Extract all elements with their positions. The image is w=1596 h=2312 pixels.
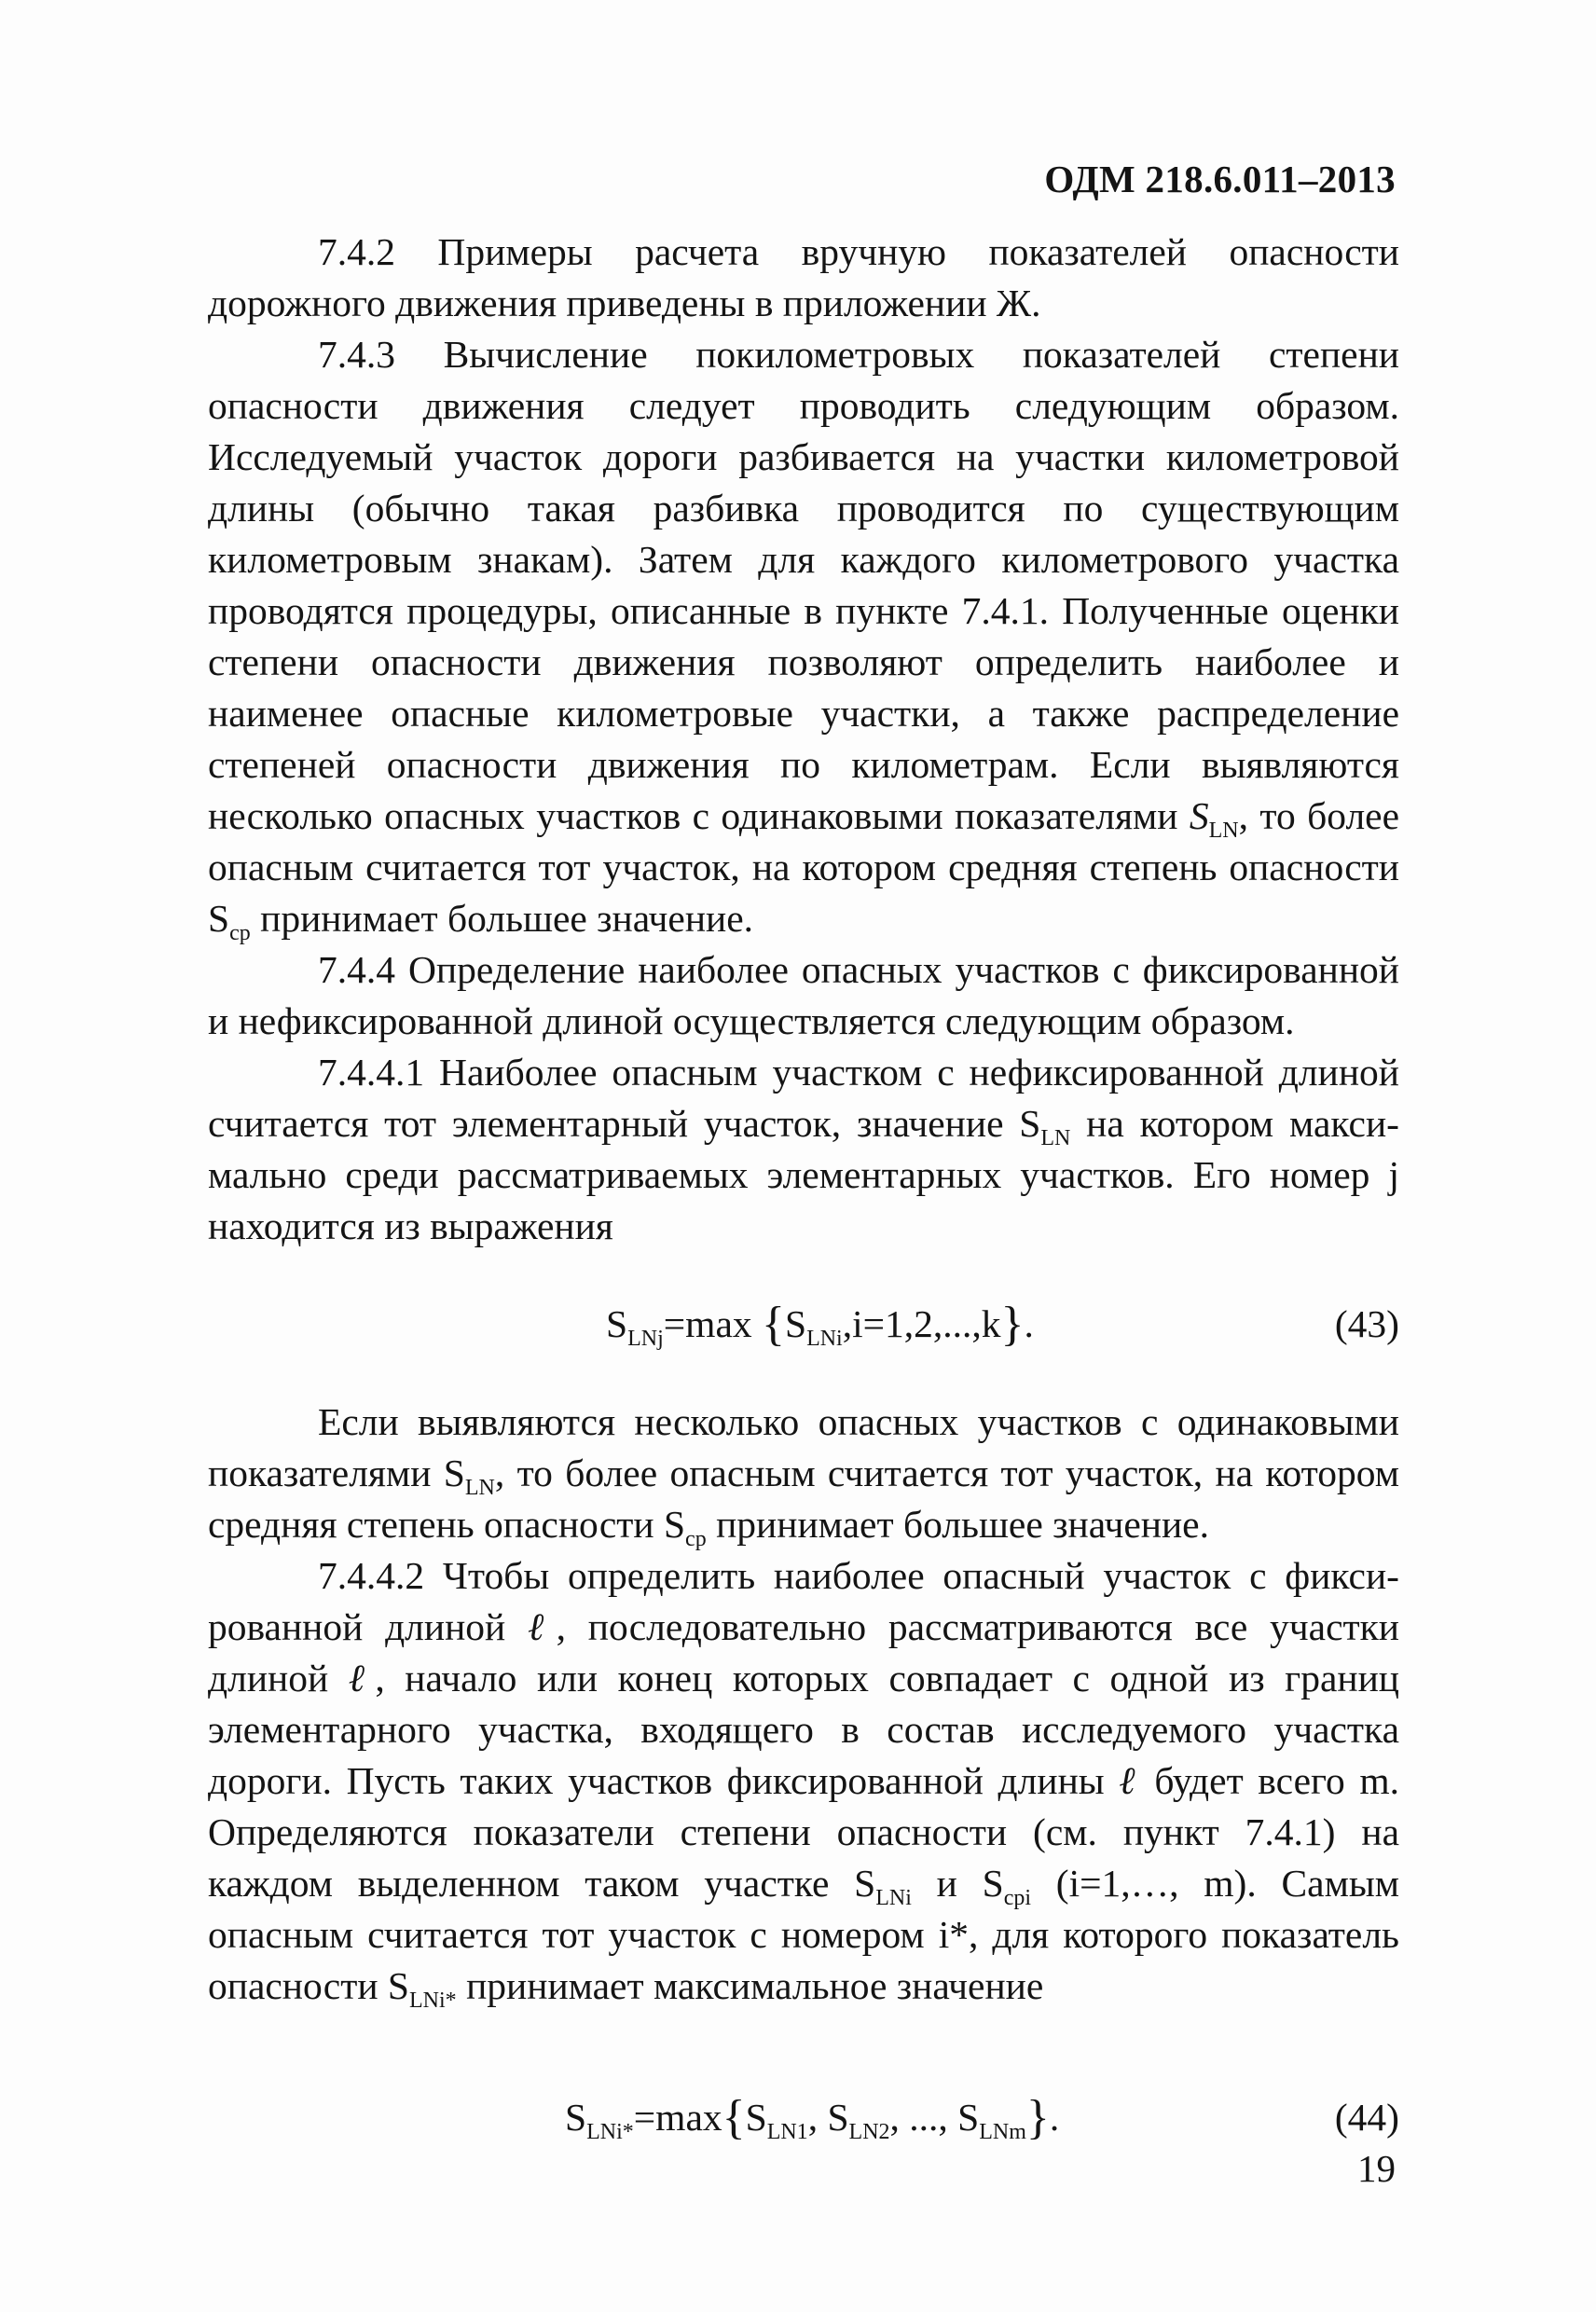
para-text: , то более опасным считается тот участок, на котором средняя степень опасности S (208, 1452, 1399, 1546)
body-text (208, 227, 1399, 2143)
subscript-ln2: LN2 (848, 2120, 890, 2144)
ellipsis-separator: , ..., (889, 2096, 958, 2139)
para-text: будет всего m. Определяются показатели степени опасности (см. пункт 7.4.1) на каждом выделенном таком участке S (208, 1759, 1399, 1905)
formula-period: . (1024, 1302, 1034, 1345)
symbol-s: S (565, 2096, 587, 2139)
subscript-cp: ср (229, 921, 251, 945)
formula-44 (208, 2092, 1399, 2143)
formula-number: (44) (1334, 2096, 1399, 2139)
paragraph-7-4-3 (208, 329, 1399, 944)
symbol-s: S (606, 1302, 628, 1345)
subscript-cp: ср (685, 1527, 707, 1551)
para-text: , то более опасным считается тот участок, на котором средняя степень опасности S (208, 794, 1399, 940)
symbol-ell: ℓ (348, 1657, 376, 1700)
subscript-cpi: cpi (1003, 1886, 1032, 1910)
subscript-lnm: LNm (979, 2120, 1026, 2144)
para-text: Если выявляются несколько опасных участков с одинаковыми показателями S (208, 1400, 1399, 1494)
symbol-s: S (827, 2096, 849, 2139)
separator: , (807, 2096, 828, 2139)
symbol-ell: ℓ (1119, 1759, 1140, 1802)
close-brace: } (1000, 1298, 1025, 1351)
symbol-s: S (1189, 794, 1209, 837)
para-text: на котором максимально среди рассматриваемых элементарных участков. Его номер j находится из выражения (208, 1102, 1399, 1247)
para-text: принимает большее значение. (250, 897, 754, 940)
para-text: 7.4.4.1 Наиболее опасным участком с нефиксированной длиной считается тот элементарный участок, значение S (208, 1051, 1399, 1145)
subscript-ln: LN (1208, 819, 1239, 843)
paragraph-7-4-2: 7.4.2 Примеры расчета вручную показателей опасности дорожного движения приведены в приложении Ж. (208, 230, 1399, 324)
para-text: , последовательно рассматриваются все участки длиной (208, 1605, 1399, 1700)
para-text: принимает большее значение. (706, 1503, 1209, 1546)
subscript-ln1: LN1 (766, 2120, 808, 2144)
para-text: 7.4.3 Вычисление покилометровых показателей степени опасности движения следует проводить следующим образом. Исследуемый участок дороги разбивается на участки километровой длины (обычно такая разбивка проводится по существующим километровым знакам). Затем для каждого километрового участка проводятся процедуры, описанные в пункте 7.4.1. Полученные оценки степени опасности движения позволяют определить наиболее и наименее опасные километровые участки, а также распределение степеней опасности движения по километрам. Если выявляются несколько опасных участков с одинаковыми показателями (208, 333, 1399, 837)
paragraph-repeat-note (208, 1397, 1399, 1550)
formula-number: (43) (1334, 1302, 1399, 1345)
open-brace: { (762, 1298, 785, 1351)
open-brace: { (722, 2091, 746, 2144)
para-text: принимает максимальное значение (456, 1964, 1044, 2007)
formula-expression (606, 1299, 1034, 1350)
paragraph-7-4-4-1 (208, 1047, 1399, 1252)
formula-43 (208, 1299, 1399, 1350)
subscript-lni-star: LNi* (409, 1989, 457, 2013)
subscript-ln: LN (1040, 1126, 1071, 1150)
subscript-lnj: LNj (627, 1327, 664, 1351)
para-text: , начало или конец которых совпадает с одной из границ элементарного участка, входящего в состав исследуемого участка дороги. Пусть таких участков фиксированной длины (208, 1657, 1399, 1802)
max-operator: =max (663, 1302, 752, 1345)
close-brace: } (1025, 2091, 1050, 2144)
symbol-s: S (957, 2096, 980, 2139)
para-text: (i=1,…, m). Самым опасным считается тот участок с номером i*, для которого показатель опасности S (208, 1862, 1399, 2007)
page-number: 19 (1357, 2147, 1396, 2190)
subscript-lni: LNi (875, 1886, 912, 1910)
formula-period: . (1049, 2096, 1060, 2139)
document-code-header: ОДМ 218.6.011–2013 (1044, 158, 1396, 200)
index-range: ,i=1,2,...,k (842, 1302, 1001, 1345)
symbol-s: S (745, 2096, 767, 2139)
symbol-ell: ℓ (528, 1605, 557, 1648)
para-text: 7.4.4.2 Чтобы определить наиболее опасный участок с фиксированной длиной (208, 1554, 1399, 1648)
formula-expression (565, 2092, 1059, 2143)
subscript-lni: LNi (806, 1327, 843, 1351)
paragraph-7-4-4-2 (208, 1550, 1399, 2012)
max-operator: =max (633, 2096, 722, 2139)
para-text: и S (911, 1862, 1004, 1905)
subscript-ln: LN (464, 1476, 495, 1500)
symbol-s: S (784, 1302, 807, 1345)
subscript-lni-star: LNi* (586, 2120, 634, 2144)
paragraph-7-4-4: 7.4.4 Определение наиболее опасных участков с фиксированной и нефиксированной длиной осуществляется следующим образом. (208, 948, 1399, 1042)
